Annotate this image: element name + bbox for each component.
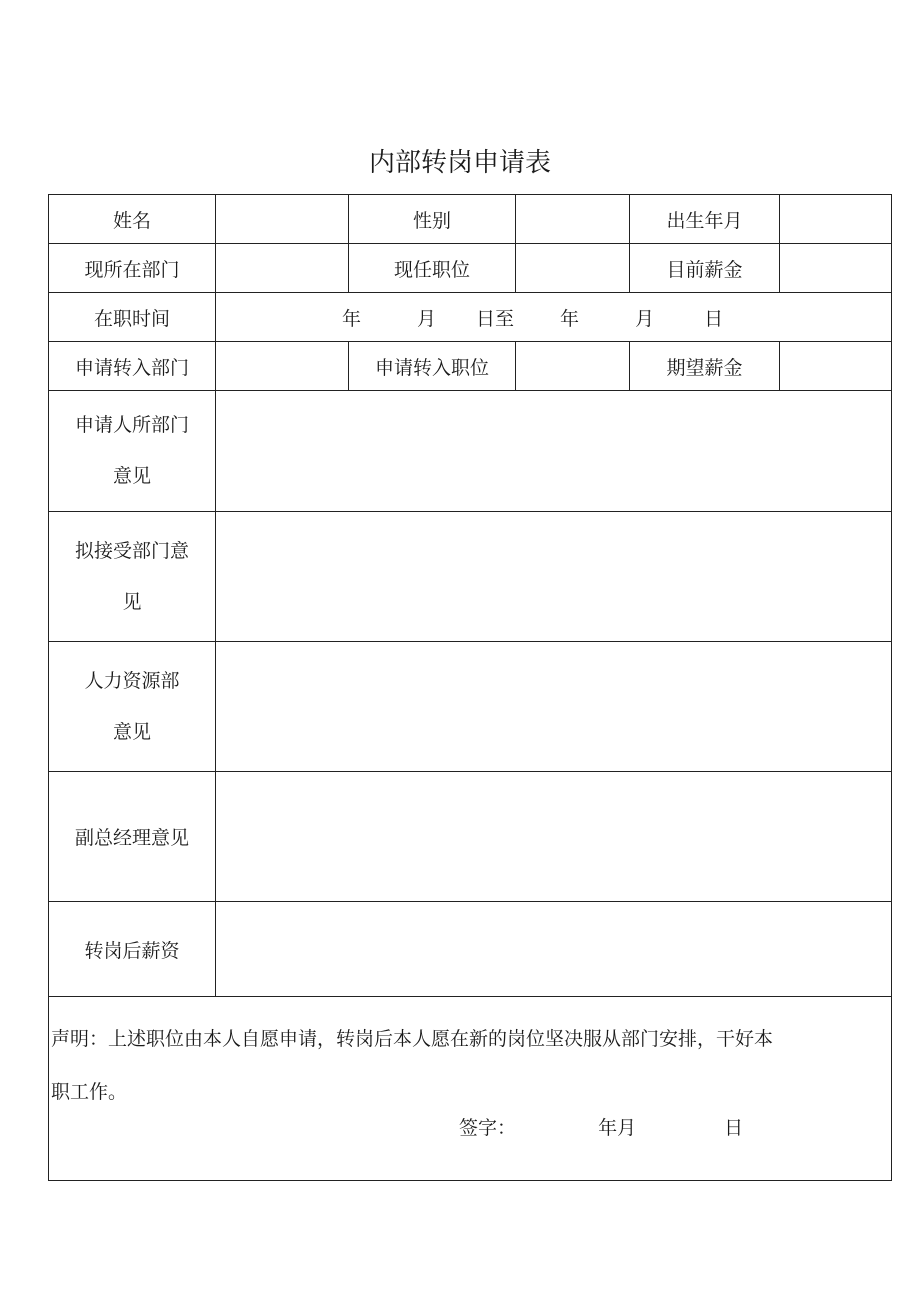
- deputy-gm-opinion-field[interactable]: [216, 772, 892, 902]
- tenure-label: 在职时间: [49, 293, 216, 342]
- row-target-job: [49, 342, 892, 391]
- row-receiving-dept-opinion: [49, 512, 892, 642]
- name-field[interactable]: [216, 195, 349, 244]
- tenure-field[interactable]: [216, 293, 892, 342]
- birth-label: 出生年月: [630, 195, 780, 244]
- birth-field[interactable]: [780, 195, 892, 244]
- current-salary-field[interactable]: [780, 244, 892, 293]
- row-basic-info: [49, 195, 892, 244]
- row-deputy-gm-opinion: [49, 772, 892, 902]
- declaration-text: 声明：上述职位由本人自愿申请，转岗后本人愿在新的岗位坚决服从部门安排，干好本 职工作。: [51, 1028, 774, 1103]
- tenure-year-start: 年: [342, 307, 362, 330]
- transfer-application-form: [48, 194, 892, 1181]
- tenure-month-end: 月: [635, 307, 655, 330]
- tenure-year-end: 年: [560, 307, 580, 330]
- target-position-field[interactable]: [516, 342, 630, 391]
- applicant-dept-opinion-field[interactable]: [216, 391, 892, 512]
- page-title: 内部转岗申请表: [368, 148, 551, 178]
- tenure-month-start: 月: [417, 307, 437, 330]
- applicant-dept-opinion-label: 申请人所部门 意见: [49, 391, 216, 512]
- row-current-job: [49, 244, 892, 293]
- deputy-gm-opinion-label: 副总经理意见: [49, 772, 216, 902]
- signature-year-month: 年月: [598, 1117, 637, 1139]
- name-label: 姓名: [49, 195, 216, 244]
- receiving-dept-opinion-label: 拟接受部门意 见: [49, 512, 216, 642]
- row-hr-opinion: [49, 642, 892, 772]
- current-dept-field[interactable]: [216, 244, 349, 293]
- signature-row: [459, 1113, 743, 1140]
- row-declaration: [49, 997, 892, 1181]
- current-position-field[interactable]: [516, 244, 630, 293]
- receiving-dept-opinion-field[interactable]: [216, 512, 892, 642]
- signature-label: 签字：: [459, 1117, 517, 1139]
- expected-salary-field[interactable]: [780, 342, 892, 391]
- gender-field[interactable]: [516, 195, 630, 244]
- target-position-label: 申请转入职位: [349, 342, 516, 391]
- new-salary-field[interactable]: [216, 902, 892, 997]
- row-tenure: [49, 293, 892, 342]
- hr-opinion-label: 人力资源部 意见: [49, 642, 216, 772]
- hr-opinion-field[interactable]: [216, 642, 892, 772]
- target-dept-field[interactable]: [216, 342, 349, 391]
- expected-salary-label: 期望薪金: [630, 342, 780, 391]
- new-salary-label: 转岗后薪资: [49, 902, 216, 997]
- row-applicant-dept-opinion: [49, 391, 892, 512]
- gender-label: 性别: [349, 195, 516, 244]
- target-dept-label: 申请转入部门: [49, 342, 216, 391]
- declaration-cell: [49, 997, 892, 1181]
- row-new-salary: [49, 902, 892, 997]
- current-salary-label: 目前薪金: [630, 244, 780, 293]
- signature-day: 日: [724, 1117, 744, 1139]
- current-dept-label: 现所在部门: [49, 244, 216, 293]
- current-position-label: 现任职位: [349, 244, 516, 293]
- tenure-day-end: 日: [704, 307, 724, 330]
- tenure-day-to: 日至: [476, 307, 515, 330]
